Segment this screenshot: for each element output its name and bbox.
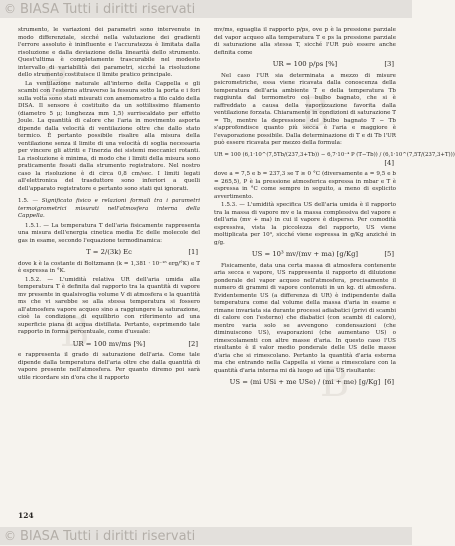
equation-body: T = 2/(3k) Ec bbox=[86, 248, 132, 256]
equation-number: [2] bbox=[188, 339, 198, 348]
background-watermark-logo: B bbox=[40, 60, 70, 106]
right-column bbox=[214, 27, 455, 391]
equation bbox=[214, 151, 455, 160]
background-watermark-logo: B bbox=[60, 310, 90, 356]
equation bbox=[18, 249, 200, 257]
watermark-banner-bottom bbox=[0, 527, 412, 545]
watermark-banner-top bbox=[0, 0, 412, 18]
paragraph: La ventilazione naturale all'interno della Cappella e gli scambi con l'esterno attraverso la fessura sotto la porta e i fori sulla volta sono stati misurati con anemometro a filo caldo della DISA. Il sensore è costituito da un sottilissimo filamento (diametro 5 μ; lunghezza mm 1,5) surriscaldato per effetto Joule. La quantità di calore che l'aria in movimento asporta dipende dalla velocità di ventilazione oltre che dallo stato termico. È pertanto possibile risalire alla misura della ventilazione senza il limite di una velocità di soglia necessaria per vincere gli attriti e l'inerzia dei sistemi meccanici rotanti. La risoluzione è minima, di modo che i limiti della misura sono praticamente fissati dalla strumento registratore. Nel nostro caso la risoluzione è di circa 0,8 cm/sec. I limiti legati all'elettronica del trasduttore sono inferiori a quelli dell'apparato registratore e pertanto sono stati qui ignorati. bbox=[18, 80, 200, 192]
paragraph: dove k è la costante di Boltzmann (k = 1,381 · 10⁻¹⁶ erg/°K) e T è espressa in °K. bbox=[18, 260, 200, 274]
paragraph: Fisicamente, data una certa massa di atmosfera contenente aria secca e vapore, US rappresenta il rapporto di diluizione ponderale del vapor acqueo nell'atmosfera, precisamente il numero di grammi di vapore contenuti in un kg. di atmosfera. Evidentemente US (a differenza di UR) è indipendente dalla temperatura come dal volume della massa d'aria in esame e rimane invariata sia durante processi adiabatici (privi di scambi di calore con l'esterno) che diabatici (con scambi di calore), mentre varia solo se avvengono condensazioni (che diminuiscono US), evaporazioni (che aumentano US) o rimescolamenti con altre masse d'aria. In questo caso l'US risultante è il valor medio ponderale delle US delle masse d'aria che si rimescolano. Pertanto la quantità d'aria esterna ma che entrando nella Cappella si viene a rimescolare con la quantità d'aria interna mi dà luogo ad una US risultante: bbox=[214, 262, 396, 374]
equation-body: UR = 100 (6,1·10^(7,5Tb/(237,3+Tb)) − 6,7·10⁻⁴ P (T−Tb)) / (6,1·10^(7,5T/(237,3+T))) bbox=[214, 151, 455, 158]
paragraph: strumento, le variazioni dei parametri sono intervenute in modo differenziale, sicché nella valutazione dei gradienti l'errore assoluto è ininfluente e l'accuratezza è limitata dalla risoluzione e dalla deviazione della linearità dello strumento. Quest'ultima è completamente trascurabile nel modesto intervallo di variabilità dei parametri, sicché la risoluzione dello strumento costituisce il limite pratico principale. bbox=[18, 27, 200, 78]
equation-body: US = 10³ mv/(mv + ma) [g/Kg] bbox=[251, 250, 359, 258]
watermark-text: BIASA Tutti i diritti riservati bbox=[20, 2, 196, 17]
equation-number-row bbox=[214, 160, 396, 167]
equation-body: UR = 100 mv/ms [%] bbox=[72, 339, 146, 348]
paragraph: mv/ms, eguaglia il rapporto p/ps, ove p è la pressione parziale del vapor acqueo alla temperatura T e ps la pressione parziale di saturazione alla stessa T, sicché l'UR può essere anche definita come bbox=[214, 27, 396, 56]
copyright-symbol: © bbox=[4, 2, 16, 16]
paragraph: 1.5.2. — L'umidità relativa UR dell'aria umida alla temperatura T è definita dal rapporto tra la quantità di vapore mv presente in qualsivoglia volume V di atmosfera e la quantità ms che vi sarebbe se alla stessa temperatura si fossero all'atmosfera vapore acqueo sino a raggiungere la saturazione, cioè la condizione di equilibrio con riferimento ad una superficie piana di acqua distillata. Pertanto, esprimendo tale rapporto in forma percentuale, come d'usuale: bbox=[18, 276, 200, 335]
section-title: — Significato fisico e relazioni formali tra i parametri termoigrometrici misurati nell'atmosfera interna della Cappella. bbox=[18, 198, 200, 219]
background-watermark-logo: B bbox=[300, 90, 330, 136]
background-watermark-logo: B bbox=[320, 360, 350, 406]
paragraph: 1.5.1. — La temperatura T dell'aria fisicamente rappresenta una misura dell'energia cinetica media Ec delle molecole del gas in esame, secondo l'equazione termodinamica: bbox=[18, 222, 200, 244]
equation-number: [5] bbox=[384, 250, 394, 258]
equation-body: UR = 100 p/ps [%] bbox=[272, 60, 338, 68]
equation-number: [4] bbox=[384, 159, 394, 167]
equation-number: [3] bbox=[384, 60, 394, 68]
equation bbox=[18, 341, 200, 349]
copyright-symbol: © bbox=[4, 529, 16, 543]
equation-number: [6] bbox=[384, 378, 394, 386]
equation-body: US = (mi USi + me USe) / (mi + me) [g/Kg] bbox=[229, 378, 381, 386]
section-heading bbox=[18, 198, 200, 221]
paragraph: e rappresenta il grado di saturazione dell'aria. Come tale dipende dalla temperatura dell'aria oltre che dalla quantità di vapore presente nell'atmosfera. Per quanto diremo poi sarà utile ricordare sin d'ora che il rapporto bbox=[18, 352, 200, 381]
page-number: 124 bbox=[18, 511, 34, 520]
paragraph: Nel caso l'UR sia determinata a mezzo di misure psicrometriche, essa viene ricavata dalla conoscenza della temperatura dell'aria ambiente T e della temperatura Tb raggiunta dal termometro col bulbo bagnato, che si è raffreddato a causa della vaporizzazione favorita dalla ventilazione forzata. Chiaramente in condizioni di saturazione T = Tb, mentre la depressione del bulbo bagnato T − Tb s'approfondisce quanto più secca è l'aria e maggiore è l'evaporazione possibile. Dalla determinazione di T e di Tb l'UR può essere ricavata per mezzo della formula: bbox=[214, 72, 396, 146]
equation bbox=[214, 251, 396, 259]
watermark-text: BIASA Tutti i diritti riservati bbox=[20, 529, 196, 544]
equation bbox=[214, 379, 396, 387]
paragraph: 1.5.3. — L'umidità specifica US dell'aria umida è il rapporto tra la massa di vapore mv e la massa complessiva del vapore e dell'aria (mv + ma) in cui il vapore è disperso. Per comodità espressiva, vista la piccolezza del rapporto, US viene moltiplicata per 10³, sicché viene espressa in g/Kg anziché in g/g. bbox=[214, 202, 396, 246]
paragraph: dove a = 7,5 e b = 237,3 se T ≥ 0 °C (diversamente a = 9,5 e b = 265,5), P è la pressione atmosferica espressa in mbar e T è espressa in °C come sempre in seguito, a meno di esplicito avvertimento. bbox=[214, 171, 396, 200]
left-column bbox=[18, 27, 200, 382]
equation-number: [1] bbox=[188, 248, 198, 256]
section-number: 1.5. bbox=[18, 198, 29, 204]
equation bbox=[214, 61, 396, 69]
